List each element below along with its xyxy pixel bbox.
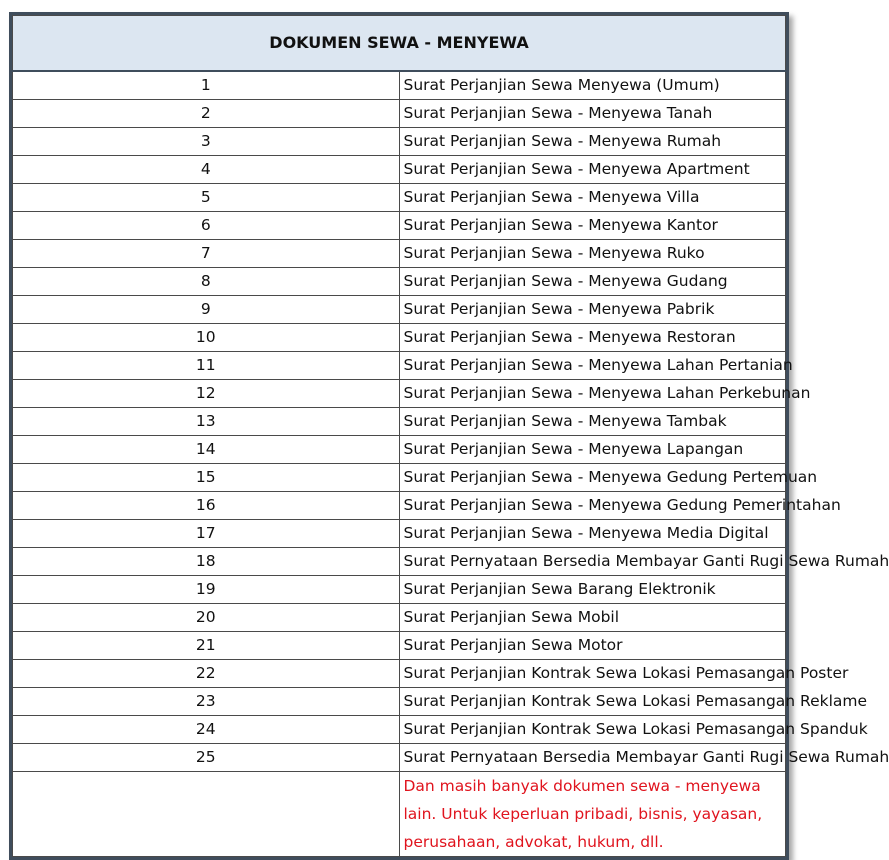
table-row <box>13 604 786 632</box>
row-document-title: Surat Pernyataan Bersedia Membayar Ganti Rugi Sewa Rumah <box>399 744 786 772</box>
row-number: 11 <box>13 352 400 380</box>
row-number: 16 <box>13 492 400 520</box>
table-row <box>13 660 786 688</box>
row-number: 1 <box>13 71 400 100</box>
row-document-title: Surat Perjanjian Sewa - Menyewa Tambak <box>399 408 786 436</box>
document-table <box>12 15 889 857</box>
table-row <box>13 240 786 268</box>
table-row <box>13 744 786 772</box>
row-document-title: Surat Perjanjian Sewa - Menyewa Kantor <box>399 212 786 240</box>
table-row <box>13 71 786 100</box>
table-row <box>13 184 786 212</box>
document-table-frame <box>9 12 889 860</box>
row-number: 6 <box>13 212 400 240</box>
table-title: DOKUMEN SEWA - MENYEWA <box>13 16 786 72</box>
row-document-title: Surat Pernyataan Bersedia Membayar Ganti Rugi Sewa Rumah <box>399 548 786 576</box>
table-row <box>13 548 786 576</box>
table-row <box>13 576 786 604</box>
row-number: 2 <box>13 100 400 128</box>
row-document-title: Surat Perjanjian Sewa - Menyewa Gudang <box>399 268 786 296</box>
row-number: 3 <box>13 128 400 156</box>
row-number: 25 <box>13 744 400 772</box>
table-row <box>13 212 786 240</box>
row-number: 4 <box>13 156 400 184</box>
row-number: 20 <box>13 604 400 632</box>
table-row <box>13 352 786 380</box>
row-number: 23 <box>13 688 400 716</box>
row-document-title: Surat Perjanjian Sewa - Menyewa Lapangan <box>399 436 786 464</box>
row-document-title: Surat Perjanjian Sewa - Menyewa Lahan Perkebunan <box>399 380 786 408</box>
row-number: 5 <box>13 184 400 212</box>
table-row <box>13 716 786 744</box>
row-document-title: Surat Perjanjian Sewa - Menyewa Tanah <box>399 100 786 128</box>
row-document-title: Surat Perjanjian Sewa - Menyewa Media Digital <box>399 520 786 548</box>
row-document-title: Surat Perjanjian Sewa - Menyewa Ruko <box>399 240 786 268</box>
table-row <box>13 156 786 184</box>
row-number: 21 <box>13 632 400 660</box>
row-document-title: Surat Perjanjian Sewa - Menyewa Gedung Pertemuan <box>399 464 786 492</box>
row-number: 18 <box>13 548 400 576</box>
table-row <box>13 688 786 716</box>
table-row <box>13 632 786 660</box>
row-document-title: Surat Perjanjian Sewa Barang Elektronik <box>399 576 786 604</box>
row-document-title: Surat Perjanjian Sewa - Menyewa Rumah <box>399 128 786 156</box>
row-document-title: Surat Perjanjian Sewa Motor <box>399 632 786 660</box>
row-document-title: Surat Perjanjian Sewa - Menyewa Restoran <box>399 324 786 352</box>
row-number: 7 <box>13 240 400 268</box>
row-number: 12 <box>13 380 400 408</box>
row-document-title: Surat Perjanjian Kontrak Sewa Lokasi Pemasangan Spanduk <box>399 716 786 744</box>
table-row <box>13 296 786 324</box>
row-document-title: Surat Perjanjian Sewa - Menyewa Apartment <box>399 156 786 184</box>
note-text: Dan masih banyak dokumen sewa - menyewa lain. Untuk keperluan pribadi, bisnis, yayasan, perusahaan, advokat, hukum, dll. <box>399 772 786 857</box>
row-number: 14 <box>13 436 400 464</box>
table-row <box>13 408 786 436</box>
note-row <box>13 772 786 857</box>
row-document-title: Surat Perjanjian Sewa - Menyewa Pabrik <box>399 296 786 324</box>
row-document-title: Surat Perjanjian Sewa Mobil <box>399 604 786 632</box>
row-document-title: Surat Perjanjian Sewa - Menyewa Gedung Pemerintahan <box>399 492 786 520</box>
row-number: 13 <box>13 408 400 436</box>
note-empty-cell <box>13 772 400 857</box>
table-row <box>13 520 786 548</box>
row-number: 19 <box>13 576 400 604</box>
table-row <box>13 268 786 296</box>
table-header-row <box>13 16 786 72</box>
row-number: 9 <box>13 296 400 324</box>
row-document-title: Surat Perjanjian Kontrak Sewa Lokasi Pemasangan Poster <box>399 660 786 688</box>
row-number: 15 <box>13 464 400 492</box>
table-row <box>13 436 786 464</box>
row-number: 24 <box>13 716 400 744</box>
row-number: 22 <box>13 660 400 688</box>
row-number: 10 <box>13 324 400 352</box>
row-document-title: Surat Perjanjian Sewa - Menyewa Lahan Pertanian <box>399 352 786 380</box>
table-row <box>13 464 786 492</box>
row-number: 8 <box>13 268 400 296</box>
table-row <box>13 100 786 128</box>
table-row <box>13 128 786 156</box>
table-row <box>13 380 786 408</box>
row-document-title: Surat Perjanjian Kontrak Sewa Lokasi Pemasangan Reklame <box>399 688 786 716</box>
table-row <box>13 492 786 520</box>
row-document-title: Surat Perjanjian Sewa - Menyewa Villa <box>399 184 786 212</box>
row-document-title: Surat Perjanjian Sewa Menyewa (Umum) <box>399 71 786 100</box>
row-number: 17 <box>13 520 400 548</box>
table-row <box>13 324 786 352</box>
